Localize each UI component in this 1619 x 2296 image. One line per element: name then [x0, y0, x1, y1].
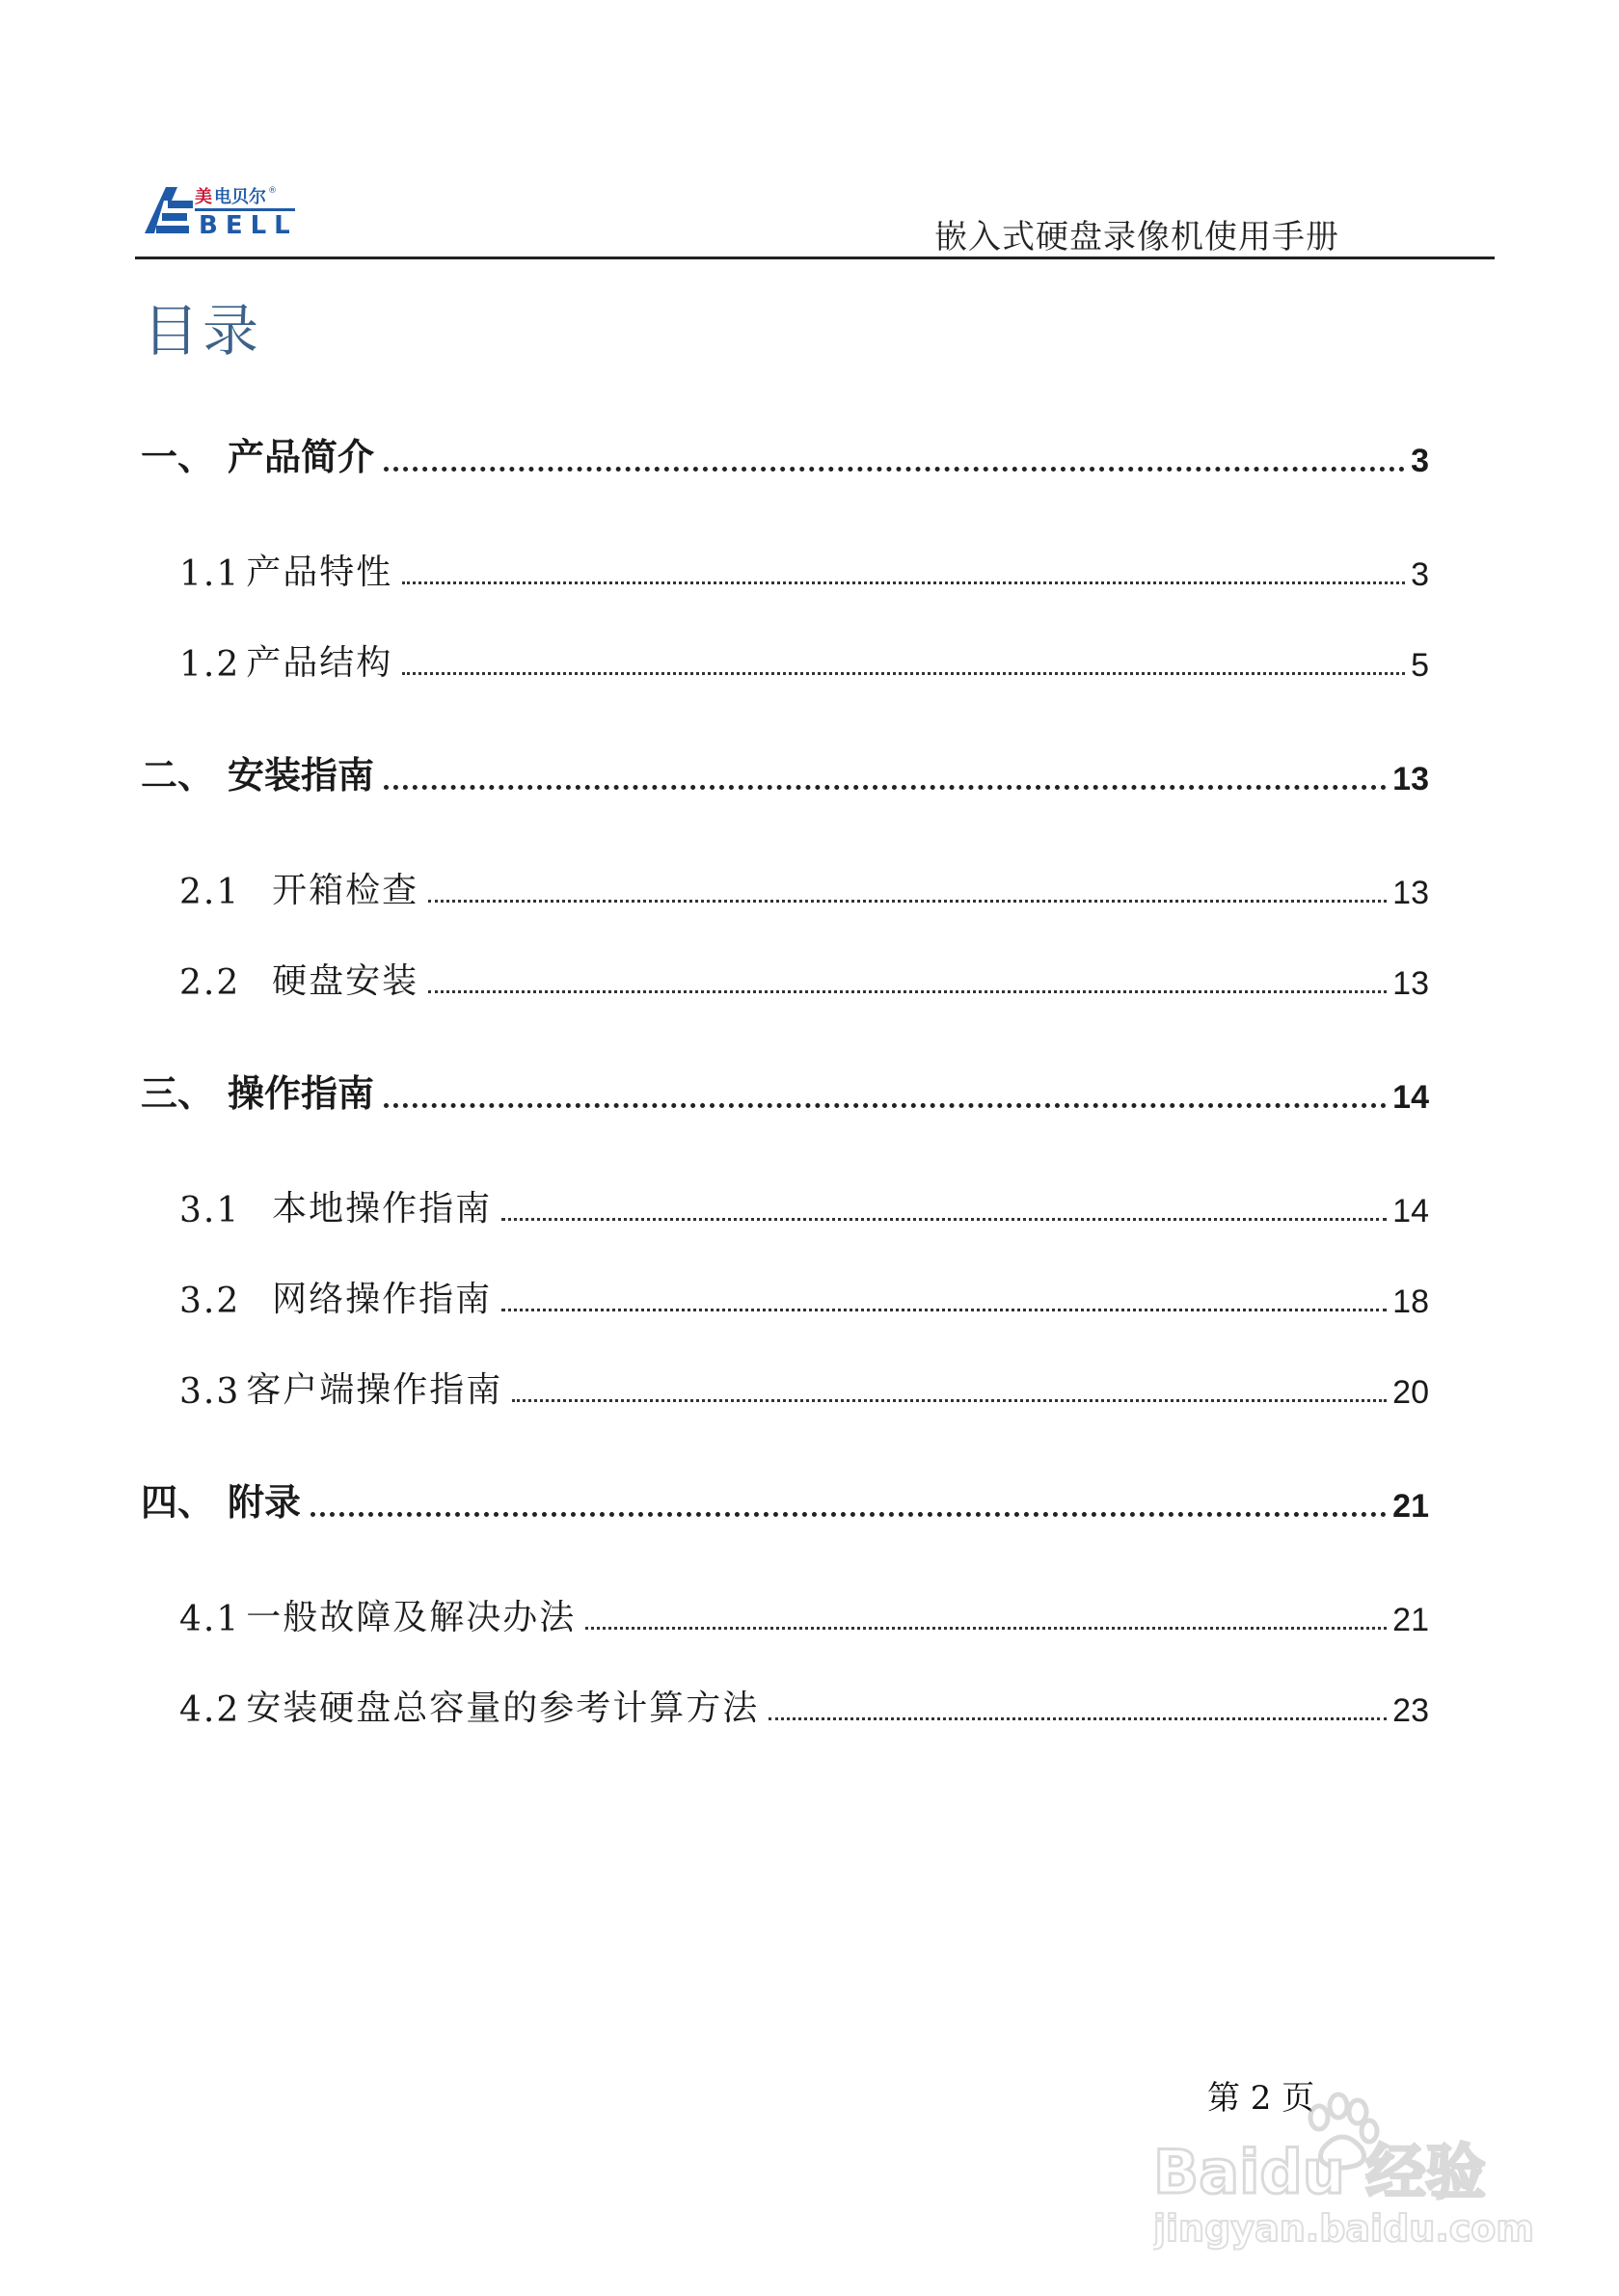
toc-entry-1-1[interactable]	[0, 536, 1429, 594]
toc-entry-page: 21	[1392, 1602, 1429, 1638]
dot-leader	[384, 467, 1405, 472]
toc-entry-2-1[interactable]	[0, 854, 1429, 912]
toc-entry-number: 2.2	[179, 963, 241, 1003]
svg-text:®: ®	[268, 186, 277, 196]
toc-entry-3-1[interactable]	[0, 1173, 1429, 1230]
toc-entry-3-2[interactable]	[0, 1263, 1429, 1321]
toc-entry-number: 1.1	[179, 554, 241, 594]
watermark-url: jingyan.baidu.com	[1153, 2207, 1534, 2250]
dot-leader	[310, 1512, 1387, 1517]
toc-entry-title: 硬盘安装	[246, 961, 419, 1001]
toc-heading: 目录	[143, 298, 263, 364]
toc-entry-2[interactable]	[0, 741, 1429, 798]
toc-entry-title: 一般故障及解决办法	[246, 1598, 577, 1637]
toc-entry-number: 3.3	[179, 1372, 241, 1412]
toc-entry-3[interactable]	[0, 1059, 1429, 1117]
toc-entry-number: 3.1	[179, 1191, 241, 1230]
toc-entry-page: 5	[1411, 647, 1429, 684]
toc-entry-number: 一、	[141, 436, 215, 478]
toc-entry-title: 本地操作指南	[246, 1189, 493, 1229]
toc-entry-title: 客户端操作指南	[246, 1370, 503, 1410]
svg-text:BELL: BELL	[199, 211, 298, 237]
svg-text:美: 美	[195, 187, 212, 207]
dot-leader	[769, 1717, 1387, 1720]
toc-entry-title: 附录	[228, 1481, 302, 1524]
toc-entry-number: 3.2	[179, 1282, 241, 1321]
dot-leader	[428, 900, 1387, 903]
toc-entry-4-2[interactable]	[0, 1672, 1429, 1730]
toc-entry-title: 操作指南	[228, 1072, 375, 1115]
toc-entry-title: 产品特性	[246, 553, 393, 592]
toc-entry-page: 18	[1392, 1283, 1429, 1320]
watermark-brand: Baidu 经验	[1153, 2137, 1486, 2207]
toc-entry-title: 安装硬盘总容量的参考计算方法	[246, 1688, 760, 1728]
baidu-jingyan-watermark	[1153, 2062, 1539, 2255]
toc-entry-number: 2.1	[179, 873, 241, 912]
dot-leader	[402, 581, 1405, 584]
company-logo	[143, 181, 309, 237]
toc-entry-page: 21	[1392, 1488, 1429, 1525]
toc-entry-title: 开箱检查	[246, 871, 419, 910]
dot-leader	[501, 1218, 1387, 1221]
toc-entry-title: 产品结构	[246, 643, 393, 683]
toc-entry-page: 3	[1411, 443, 1429, 479]
toc-entry-number: 1.2	[179, 645, 241, 685]
toc-entry-number: 4.2	[179, 1690, 241, 1730]
toc-entry-4[interactable]	[0, 1468, 1429, 1526]
dot-leader	[384, 785, 1387, 790]
toc-entry-page: 23	[1392, 1692, 1429, 1729]
aebell-logo-icon	[143, 181, 309, 237]
dot-leader	[585, 1627, 1387, 1630]
toc-entry-page: 3	[1411, 556, 1429, 593]
toc-entry-2-2[interactable]	[0, 945, 1429, 1003]
toc-entry-number: 4.1	[179, 1600, 241, 1639]
toc-entry-number: 三、	[141, 1072, 215, 1115]
dot-leader	[428, 990, 1387, 993]
baidu-paw-icon	[1153, 2062, 1539, 2255]
toc-entry-page: 13	[1392, 875, 1429, 911]
toc-entry-page: 14	[1392, 1079, 1429, 1116]
toc-entry-3-3[interactable]	[0, 1354, 1429, 1412]
toc-entry-page: 13	[1392, 965, 1429, 1002]
toc-entry-page: 14	[1392, 1193, 1429, 1229]
toc-entry-page: 20	[1392, 1374, 1429, 1411]
page-number: 第 2 页	[1207, 2079, 1315, 2118]
toc-entry-title: 网络操作指南	[246, 1280, 493, 1319]
toc-entry-number: 二、	[141, 754, 215, 797]
toc-entry-title: 安装指南	[228, 754, 375, 797]
toc-entry-title: 产品简介	[228, 436, 375, 478]
toc-entry-4-1[interactable]	[0, 1581, 1429, 1639]
toc-entry-1[interactable]	[0, 422, 1429, 480]
dot-leader	[402, 672, 1405, 675]
toc-entry-page: 13	[1392, 761, 1429, 797]
dot-leader	[384, 1103, 1387, 1108]
toc-entry-number: 四、	[141, 1481, 215, 1524]
toc-entry-1-2[interactable]	[0, 627, 1429, 685]
dot-leader	[501, 1309, 1387, 1311]
document-title: 嵌入式硬盘录像机使用手册	[934, 218, 1339, 257]
header-divider	[135, 257, 1495, 259]
svg-text:电贝尔: 电贝尔	[214, 187, 266, 207]
dot-leader	[512, 1399, 1387, 1402]
